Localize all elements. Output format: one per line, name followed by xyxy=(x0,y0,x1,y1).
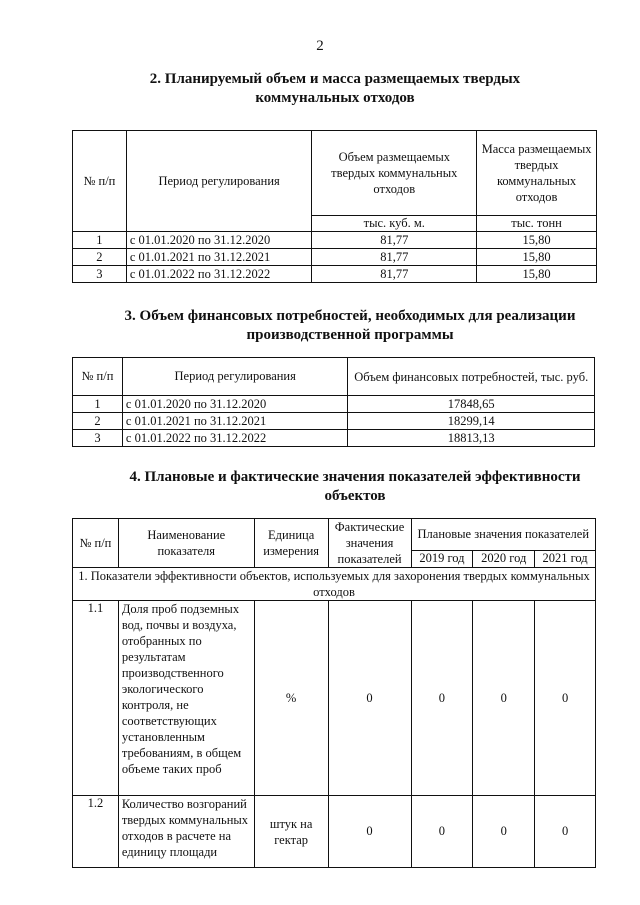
row-year-2019: 0 xyxy=(411,601,473,796)
row-year-2019: 0 xyxy=(411,796,473,868)
table-row xyxy=(73,796,596,868)
table-row xyxy=(73,266,597,283)
row-num: 1 xyxy=(73,396,123,413)
header-num: № п/п xyxy=(73,131,127,232)
section4-title-line2: объектов xyxy=(324,488,386,504)
page-number: 2 xyxy=(316,38,324,54)
row-mass: 15,80 xyxy=(477,232,597,249)
row-amount: 17848,65 xyxy=(348,396,595,413)
volume-mass-table xyxy=(72,130,597,283)
row-mass: 15,80 xyxy=(477,249,597,266)
header-amount: Объем финансовых потребностей, тыс. руб. xyxy=(348,358,595,396)
row-period: с 01.01.2022 по 31.12.2022 xyxy=(122,430,348,447)
row-amount: 18813,13 xyxy=(348,430,595,447)
row-volume: 81,77 xyxy=(312,232,477,249)
section2-title xyxy=(0,70,640,108)
row-volume: 81,77 xyxy=(312,249,477,266)
row-year-2021: 0 xyxy=(535,601,596,796)
row-year-2021: 0 xyxy=(535,796,596,868)
row-unit: % xyxy=(254,601,328,796)
table-row xyxy=(73,430,595,447)
header-actual: Фактические значения показателей xyxy=(328,519,411,568)
row-num: 1 xyxy=(73,232,127,249)
header-period: Период регулирования xyxy=(122,358,348,396)
row-period: с 01.01.2020 по 31.12.2020 xyxy=(126,232,312,249)
header-year-2021: 2021 год xyxy=(535,550,596,567)
row-period: с 01.01.2022 по 31.12.2022 xyxy=(126,266,312,283)
header-unit: Единица измерения xyxy=(254,519,328,568)
row-amount: 18299,14 xyxy=(348,413,595,430)
row-actual: 0 xyxy=(328,796,411,868)
row-num: 3 xyxy=(73,266,127,283)
row-volume: 81,77 xyxy=(312,266,477,283)
row-mass: 15,80 xyxy=(477,266,597,283)
header-volume-unit: тыс. куб. м. xyxy=(312,216,477,232)
row-actual: 0 xyxy=(328,601,411,796)
efficiency-table xyxy=(72,518,596,868)
group-title: 1. Показатели эффективности объектов, используемых для захоронения твердых коммунальных отходов xyxy=(73,568,596,601)
table-row xyxy=(73,249,597,266)
row-year-2020: 0 xyxy=(473,796,535,868)
table-row xyxy=(73,601,596,796)
header-mass-unit: тыс. тонн xyxy=(477,216,597,232)
row-num: 2 xyxy=(73,413,123,430)
section2-title-line1: 2. Планируемый объем и масса размещаемых твердых xyxy=(149,71,521,87)
table-row xyxy=(73,413,595,430)
row-num: 3 xyxy=(73,430,123,447)
header-period: Период регулирования xyxy=(126,131,312,232)
header-num: № п/п xyxy=(73,519,119,568)
row-period: с 01.01.2021 по 31.12.2021 xyxy=(122,413,348,430)
header-mass: Масса размещаемых твердых коммунальных отходов xyxy=(477,131,597,216)
row-name: Доля проб подземных вод, почвы и воздуха, отобранных по результатам производственного экологического контроля, не соответствующих установленным требованиям, в общем объеме таких проб xyxy=(118,601,254,796)
section4-title xyxy=(0,468,640,506)
header-year-2019: 2019 год xyxy=(411,550,473,567)
row-period: с 01.01.2021 по 31.12.2021 xyxy=(126,249,312,266)
section3-title xyxy=(0,307,640,345)
section4-title-line1: 4. Плановые и фактические значения показателей эффективности xyxy=(129,469,581,485)
section2-title-line2: коммунальных отходов xyxy=(255,90,415,106)
header-num: № п/п xyxy=(73,358,123,396)
row-period: с 01.01.2020 по 31.12.2020 xyxy=(122,396,348,413)
row-num: 1.1 xyxy=(73,601,119,796)
financial-needs-table xyxy=(72,357,595,447)
table-row xyxy=(73,232,597,249)
row-unit: штук на гектар xyxy=(254,796,328,868)
header-planned: Плановые значения показателей xyxy=(411,519,595,551)
header-year-2020: 2020 год xyxy=(473,550,535,567)
header-name: Наименование показателя xyxy=(118,519,254,568)
section3-title-line1: 3. Объем финансовых потребностей, необходимых для реализации xyxy=(124,308,576,324)
row-num: 1.2 xyxy=(73,796,119,868)
header-volume: Объем размещаемых твердых коммунальных отходов xyxy=(312,131,477,216)
row-year-2020: 0 xyxy=(473,601,535,796)
row-name: Количество возгораний твердых коммунальных отходов в расчете на единицу площади xyxy=(118,796,254,868)
table-row xyxy=(73,396,595,413)
section3-title-line2: производственной программы xyxy=(246,327,454,343)
row-num: 2 xyxy=(73,249,127,266)
